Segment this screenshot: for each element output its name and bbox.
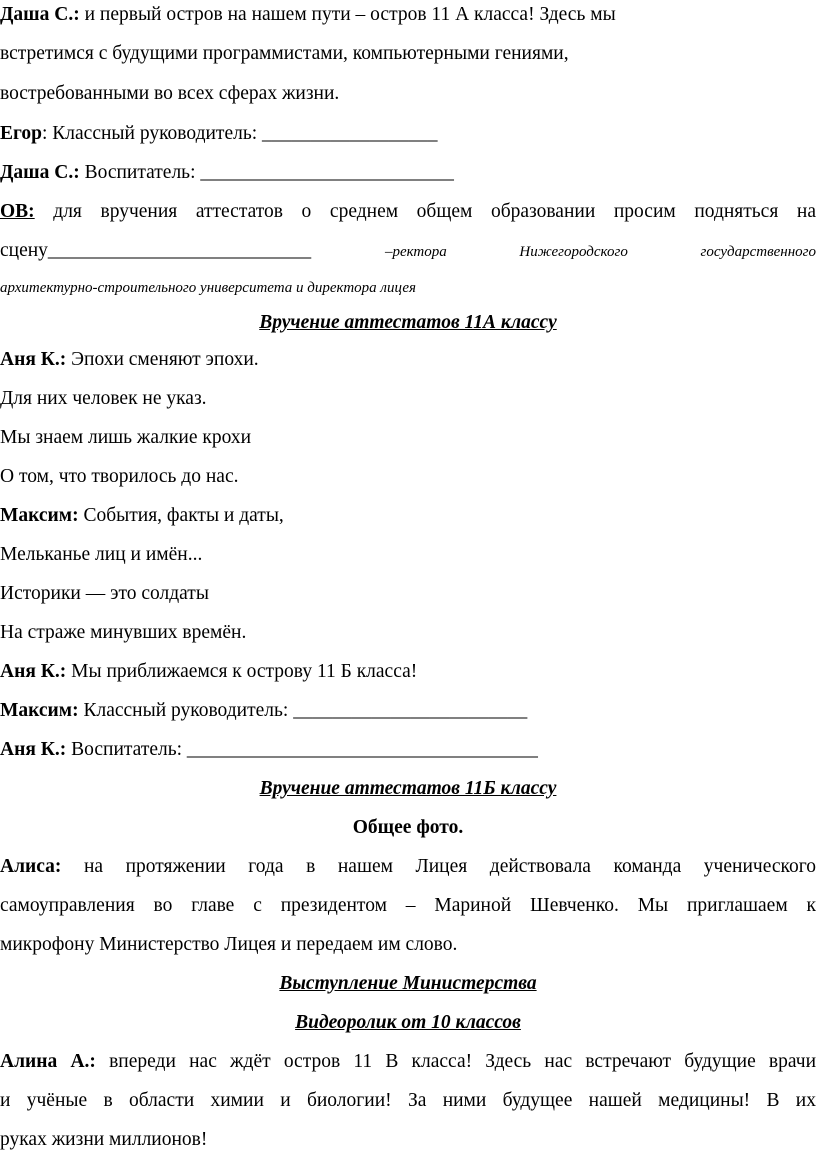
speaker-name: Аня К.: [0,739,67,760]
speaker-name: Максим: [0,700,79,721]
line-text: для вручения аттестатов о среднем общем образовании просим подняться на [34,201,816,222]
paragraph-line [0,347,816,373]
paragraph-line: руках жизни миллионов! [0,1129,208,1150]
line-text: на протяжении года в нашем Лицея действовала команда ученического [61,856,816,877]
paragraph-line [0,503,816,529]
paragraph-line: самоуправления во главе с президентом – Мариной Шевченко. Мы приглашаем к [0,895,816,916]
section-heading: Вручение аттестатов 11Б классу [259,778,557,799]
line-text: и первый остров на нашем пути – остров 11 А класса! Здесь мы [79,4,616,25]
paragraph-line [0,1049,816,1075]
line-text: сцену___________________________ [0,240,312,261]
paragraph-line [0,121,816,147]
paragraph-line [0,659,816,685]
line-text: События, факты и даты, [78,505,284,526]
poem-line: Мы знаем лишь жалкие крохи [0,427,252,448]
line-text: Воспитатель: ____________________________________ [66,739,538,760]
speaker-name: Алиса: [0,856,62,877]
paragraph-line: востребованными во всех сферах жизни. [0,83,340,104]
paragraph-line: встретимся с будущими программистами, компьютерными гениями, [0,43,569,64]
paragraph-line [0,199,816,225]
line-text: Эпохи сменяют эпохи. [66,349,259,370]
poem-line: На страже минувших времён. [0,622,247,643]
speaker-name: Даша С.: [0,162,80,183]
line-text: Мы приближаемся к острову 11 Б класса! [66,661,418,682]
section-heading: Выступление Министерства [279,973,537,994]
speaker-name: Аня К.: [0,661,67,682]
line-text: Классный руководитель: ________________________ [78,700,528,721]
line-text: : Классный руководитель: __________________ [41,123,438,144]
speaker-name: Аня К.: [0,349,67,370]
line-text: Воспитатель: __________________________ [79,162,454,183]
paragraph-line: микрофону Министерство Лицея и передаем им слово. [0,934,458,955]
paragraph-line [0,160,816,186]
speaker-name: ОВ: [0,201,35,222]
paragraph-line [0,737,816,763]
paragraph-line [0,698,816,724]
poem-line: Историки — это солдаты [0,583,209,604]
paragraph-line: и учёные в области химии и биологии! За ними будущее нашей медицины! В их [0,1090,816,1111]
line-text: впереди нас ждёт остров 11 В класса! Здесь нас встречают будущие врачи [95,1051,816,1072]
italic-text: –ректора Нижегородского государственного [384,244,816,260]
speaker-name: Алина А.: [0,1051,96,1072]
poem-line: Для них человек не указ. [0,388,207,409]
speaker-name: Максим: [0,505,79,526]
italic-text: архитектурно-строительного университета и директора лицея [0,280,416,296]
paragraph-line [0,2,816,28]
section-heading: Вручение аттестатов 11А классу [259,312,557,333]
section-heading: Видеоролик от 10 классов [295,1012,521,1033]
poem-line: Мельканье лиц и имён... [0,544,203,565]
section-heading: Общее фото. [352,817,464,838]
paragraph-line [0,854,816,880]
speaker-name: Егор [0,123,42,144]
paragraph-line [0,238,816,265]
speaker-name: Даша С.: [0,4,80,25]
paragraph-line [0,274,816,301]
poem-line: О том, что творилось до нас. [0,466,239,487]
